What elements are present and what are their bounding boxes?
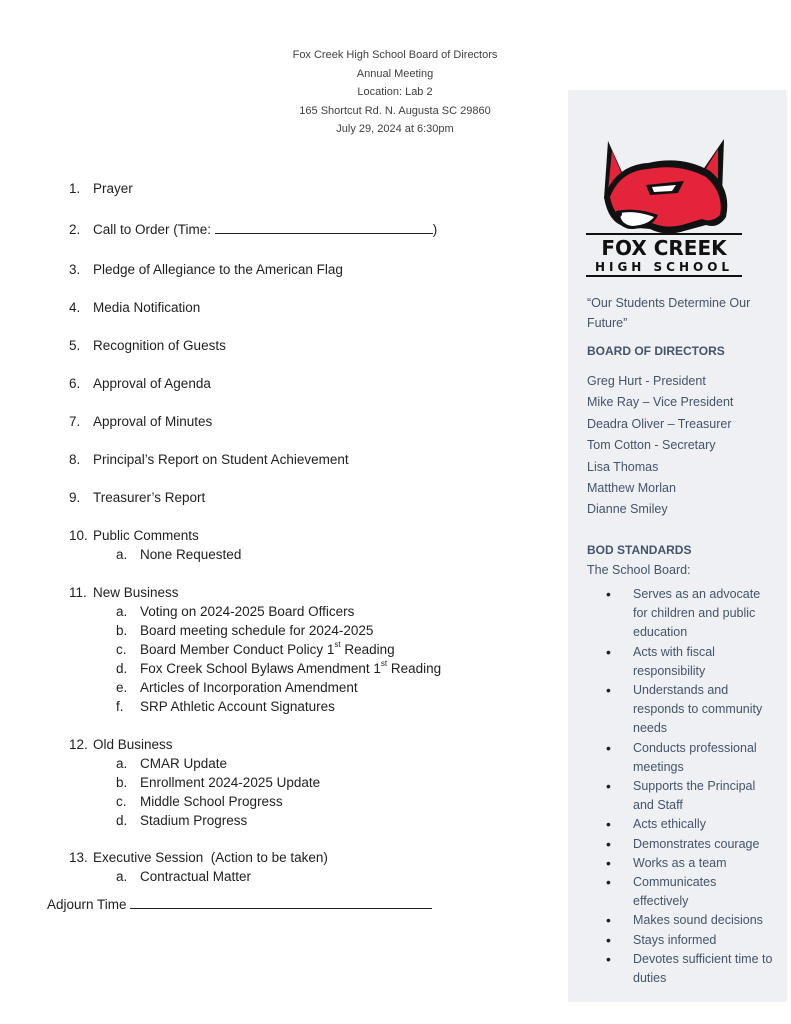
agenda-subitem: b. Board meeting schedule for 2024-2025 xyxy=(116,623,374,638)
logo-text-high-school: HIGH SCHOOL xyxy=(594,260,734,274)
logo-text-fox-creek: FOX CREEK xyxy=(601,236,727,260)
agenda-item: 1. Prayer xyxy=(69,181,133,196)
agenda-item: 11. New Business xyxy=(69,585,179,600)
adjourn-time: Adjourn Time xyxy=(47,897,432,912)
agenda-item: 8. Principal’s Report on Student Achievement xyxy=(69,452,349,467)
board-member: Mike Ray – Vice President xyxy=(587,395,734,410)
header-org: Fox Creek High School Board of Directors xyxy=(292,49,498,61)
board-member: Dianne Smiley xyxy=(587,502,668,517)
board-member: Matthew Morlan xyxy=(587,481,676,496)
header-location: Location: Lab 2 xyxy=(357,86,433,98)
standard-item: • Conducts professional meetings xyxy=(604,739,774,777)
standards-heading: BOD STANDARDS xyxy=(587,543,692,557)
standard-item: • Works as a team xyxy=(604,854,774,873)
board-member: Greg Hurt - President xyxy=(587,374,706,388)
standards-intro: The School Board: xyxy=(587,563,691,577)
header-meeting-type: Annual Meeting xyxy=(356,67,434,80)
agenda-subitem: d. Stadium Progress xyxy=(116,813,248,828)
agenda-subitem: f. SRP Athletic Account Signatures xyxy=(116,699,335,714)
agenda-item: 10. Public Comments xyxy=(69,528,199,543)
standard-item: • Serves as an advocate for children and public education xyxy=(604,585,774,643)
agenda-item: 9. Treasurer’s Report xyxy=(69,490,206,505)
agenda-item-call-to-order: 2. Call to Order (Time: ) xyxy=(69,222,438,237)
school-logo xyxy=(586,137,742,277)
board-members xyxy=(587,371,733,521)
agenda-subitem: b. Enrollment 2024-2025 Update xyxy=(116,775,321,790)
agenda-subitem: e. Articles of Incorporation Amendment xyxy=(116,680,358,695)
adjourn-blank-line[interactable] xyxy=(130,897,432,909)
fox-mascot-icon xyxy=(586,137,742,277)
time-blank-line[interactable] xyxy=(215,222,433,234)
standard-item: • Acts ethically xyxy=(604,815,774,834)
agenda-subitem: a. Voting on 2024-2025 Board Officers xyxy=(116,604,355,619)
standard-item: • Demonstrates courage xyxy=(604,835,774,854)
agenda-subitem: c. Middle School Progress xyxy=(116,794,283,809)
header-date: July 29, 2024 at 6:30pm xyxy=(336,123,454,135)
agenda-item: 4. Media Notification xyxy=(69,300,201,315)
agenda-subitem: a. Contractual Matter xyxy=(116,869,252,884)
standard-item: • Stays informed xyxy=(604,931,774,950)
standard-item: • Understands and responds to community needs xyxy=(604,681,774,739)
board-member: Lisa Thomas xyxy=(587,459,659,474)
standard-item: • Devotes sufficient time to duties xyxy=(604,950,774,988)
agenda-item: 12. Old Business xyxy=(69,737,173,752)
school-motto: “Our Students Determine Our Future” xyxy=(587,296,751,330)
standard-item: • Supports the Principal and Staff xyxy=(604,777,774,815)
board-member: Tom Cotton - Secretary xyxy=(587,438,716,453)
agenda-subitem: a. CMAR Update xyxy=(116,756,228,771)
agenda-item: 13. Executive Session (Action to be taken) xyxy=(69,850,328,865)
standards-list xyxy=(604,585,774,988)
agenda-subitem: a. None Requested xyxy=(116,547,242,562)
agenda-item: 7. Approval of Minutes xyxy=(69,414,213,429)
agenda-item: 5. Recognition of Guests xyxy=(69,338,226,353)
standard-item: • Makes sound decisions xyxy=(604,911,774,930)
agenda-subitem: d. Fox Creek School Bylaws Amendment 1st Reading xyxy=(116,659,442,676)
standard-item: • Acts with fiscal responsibility xyxy=(604,643,774,681)
board-heading: BOARD OF DIRECTORS xyxy=(587,344,725,358)
agenda-item: 3. Pledge of Allegiance to the American Flag xyxy=(69,262,343,277)
board-member: Deadra Oliver – Treasurer xyxy=(587,416,732,431)
standard-item: • Communicates effectively xyxy=(604,873,774,911)
agenda-subitem: c. Board Member Conduct Policy 1st Reading xyxy=(116,640,395,657)
agenda-item: 6. Approval of Agenda xyxy=(69,376,211,391)
header-address: 165 Shortcut Rd. N. Augusta SC 29860 xyxy=(299,104,491,117)
